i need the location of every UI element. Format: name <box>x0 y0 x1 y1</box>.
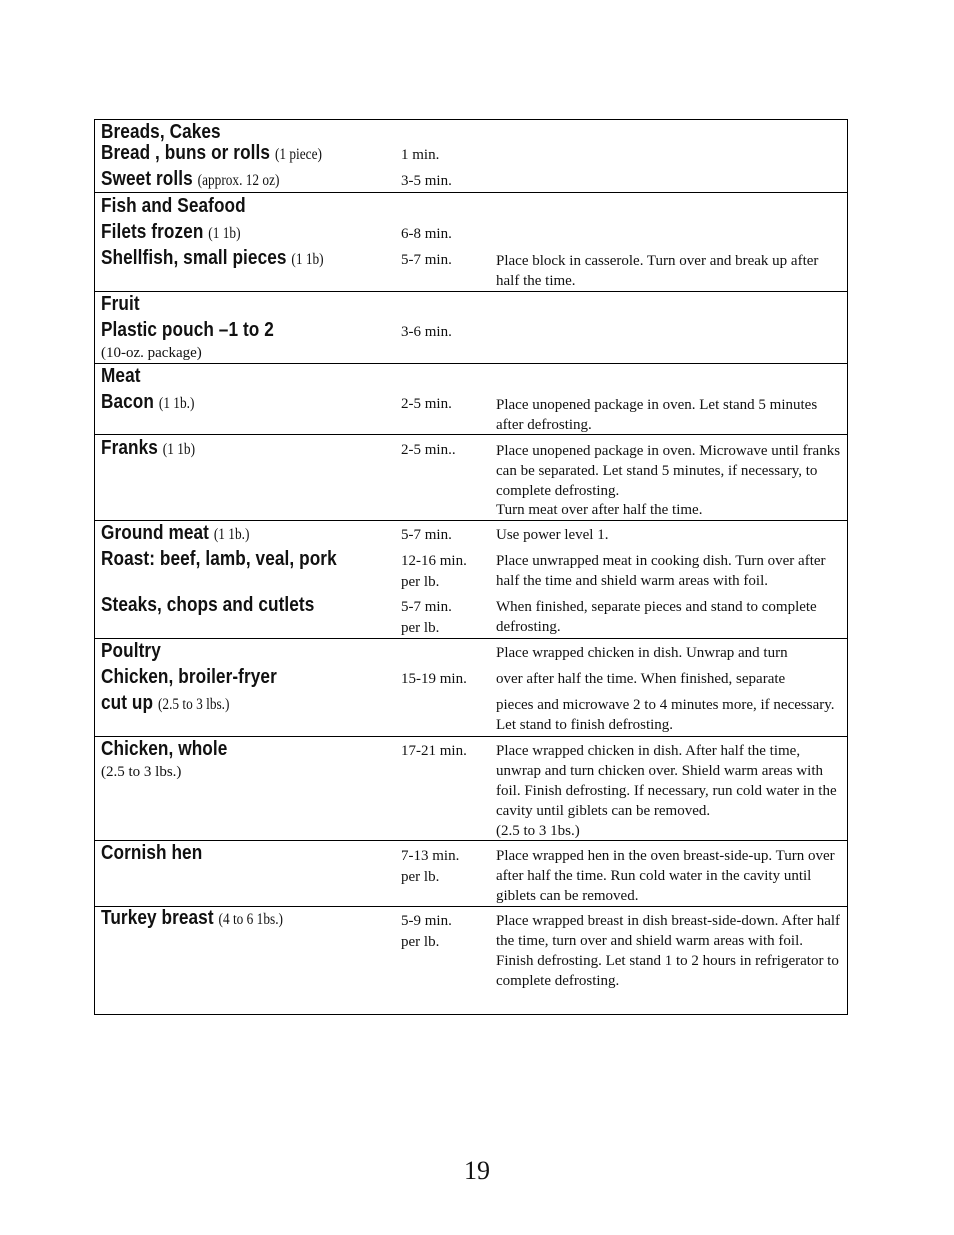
item-cornish-hen: Cornish hen <box>101 842 203 864</box>
desc-roast: Place unwrapped meat in cooking dish. Turn over after half the time and shield warm areas with foil. <box>496 553 826 589</box>
defrost-table <box>94 119 848 1015</box>
item-bacon: Bacon (1 1b.) <box>101 391 195 413</box>
desc-broiler-line2: over after half the time. When finished, separate <box>496 671 786 687</box>
item-shellfish: Shellfish, small pieces (1 1b) <box>101 247 324 269</box>
time-franks: 2-5 min.. <box>401 442 456 458</box>
row-divider <box>95 736 847 737</box>
row-divider <box>95 363 847 364</box>
item-steaks: Steaks, chops and cutlets <box>101 594 315 616</box>
row-divider <box>95 840 847 841</box>
item-cut-up: cut up (2.5 to 3 lbs.) <box>101 692 230 714</box>
time-turkey-breast-unit: per lb. <box>401 934 440 950</box>
time-steaks: 5-7 min. <box>401 599 452 615</box>
size-plastic-pouch: (10-oz. package) <box>101 345 202 361</box>
desc-franks: Place unopened package in oven. Microwave until franks can be separated. Let stand 5 minutes, if necessary, to complete defrosting. <box>496 443 841 499</box>
time-sweet-rolls: 3-5 min. <box>401 173 452 189</box>
item-franks: Franks (1 1b) <box>101 437 196 459</box>
item-bread: Bread , buns or rolls (1 piece) <box>101 142 322 164</box>
desc-broiler-line1: Place wrapped chicken in dish. Unwrap and turn <box>496 645 788 661</box>
time-turkey-breast: 5-9 min. <box>401 913 452 929</box>
row-divider <box>95 520 847 521</box>
desc-cornish-hen: Place wrapped hen in the oven breast-side-up. Turn over after half the time. Run cold water in the cavity until giblets can be removed. <box>496 848 835 904</box>
section-heading-fish: Fish and Seafood <box>101 195 246 217</box>
desc-franks-note: Turn meat over after half the time. <box>496 502 703 518</box>
item-roast: Roast: beef, lamb, veal, pork <box>101 548 337 570</box>
section-heading-breads: Breads, Cakes <box>101 121 221 143</box>
desc-steaks: When finished, separate pieces and stand to complete defrosting. <box>496 599 817 635</box>
time-plastic-pouch: 3-6 min. <box>401 324 452 340</box>
time-roast: 12-16 min. <box>401 553 467 569</box>
desc-shellfish: Place block in casserole. Turn over and break up after half the time. <box>496 253 819 289</box>
page-number: 19 <box>464 1156 490 1185</box>
time-bacon: 2-5 min. <box>401 396 452 412</box>
row-divider <box>95 638 847 639</box>
row-divider <box>95 434 847 435</box>
desc-chicken-whole-note: (2.5 to 3 1bs.) <box>496 823 580 839</box>
item-chicken-whole: Chicken, whole <box>101 738 228 760</box>
section-heading-poultry: Poultry <box>101 640 161 662</box>
time-chicken-whole: 17-21 min. <box>401 743 467 759</box>
time-steaks-unit: per lb. <box>401 620 440 636</box>
row-divider <box>95 291 847 292</box>
time-chicken-broiler: 15-19 min. <box>401 671 467 687</box>
time-cornish-hen-unit: per lb. <box>401 869 440 885</box>
time-bread: 1 min. <box>401 147 440 163</box>
section-heading-meat: Meat <box>101 365 141 387</box>
item-chicken-broiler: Chicken, broiler-fryer <box>101 666 277 688</box>
time-ground-meat: 5-7 min. <box>401 527 452 543</box>
desc-turkey-breast: Place wrapped breast in dish breast-side-down. After half the time, turn over and shield warm areas with foil. Finish defrosting. Let stand 1 to 2 hours in refrigerator to complete defrosting. <box>496 913 841 989</box>
time-roast-unit: per lb. <box>401 574 440 590</box>
item-filets: Filets frozen (1 1b) <box>101 221 241 243</box>
item-plastic-pouch: Plastic pouch –1 to 2 <box>101 319 274 341</box>
item-ground-meat: Ground meat (1 1b.) <box>101 522 250 544</box>
desc-bacon: Place unopened package in oven. Let stand 5 minutes after defrosting. <box>496 397 818 433</box>
item-turkey-breast: Turkey breast (4 to 6 1bs.) <box>101 907 283 929</box>
row-divider <box>95 192 847 193</box>
desc-ground-meat: Use power level 1. <box>496 527 609 543</box>
desc-broiler-line3: pieces and microwave 2 to 4 minutes more, if necessary. Let stand to finish defrosting. <box>496 697 835 733</box>
time-shellfish: 5-7 min. <box>401 252 452 268</box>
section-heading-fruit: Fruit <box>101 293 140 315</box>
time-cornish-hen: 7-13 min. <box>401 848 460 864</box>
desc-chicken-whole: Place wrapped chicken in dish. After half the time, unwrap and turn chicken over. Shield warm areas with foil. Finish defrosting. If necessary, run cold water in the cavity until giblets can be removed. <box>496 743 837 819</box>
item-sweet-rolls: Sweet rolls (approx. 12 oz) <box>101 168 280 190</box>
size-chicken-whole: (2.5 to 3 lbs.) <box>101 764 182 780</box>
time-filets: 6-8 min. <box>401 226 452 242</box>
